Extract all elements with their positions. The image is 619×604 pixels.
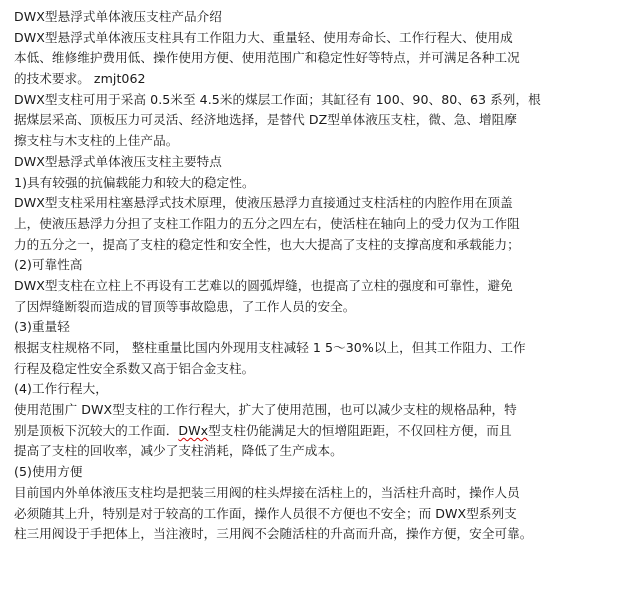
section-5-line: 必须随其上升，特别是对于较高的工作面，操作人员很不方便也不安全；而 DWX型系列支 [14,505,517,521]
section-1-line: 力的五分之一，提高了支柱的稳定性和安全性，也大大提高了支柱的支撑高度和承载能力； [14,236,520,252]
section-2-heading: (2)可靠性高 [14,257,83,273]
section-5-line: 柱三用阀设于手把体上，当注液时，三用阀不会随活柱的升高而升高，操作方便，安全可靠。 [14,526,533,542]
spellcheck-flag: DWx [178,422,209,438]
section-1-heading: 1)具有较强的抗偏载能力和较大的稳定性。 [14,174,255,190]
section-4-line-spellcheck: 别是顶板下沉较大的工作面．DWx型支柱仍能满足大的恒增阻距距，不仅回柱方便，而且 [14,422,512,438]
section-4-line: 提高了支柱的回收率，减少了支柱消耗，降低了生产成本。 [14,443,343,459]
section-3-heading: (3)重量轻 [14,319,70,335]
section-5-line: 目前国内外单体液压支柱均是把装三用阀的柱头焊接在活柱上的，当活柱升高时，操作人员 [14,484,520,500]
usage-line: 擦支柱与木支柱的上佳产品。 [14,133,179,149]
features-title: DWX型悬浮式单体液压支柱主要特点 [14,153,222,169]
section-1-line: DWX型支柱采用柱塞悬浮式技术原理，使液压悬浮力直接通过支柱活柱的内腔作用在顶盖 [14,195,513,211]
intro-line: DWX型悬浮式单体液压支柱具有工作阻力大、重量轻、使用寿命长、工作行程大、使用成 [14,29,513,45]
section-2-line: DWX型支柱在立柱上不再设有工艺难以的圆弧焊缝，也提高了立柱的强度和可靠性，避免 [14,277,513,293]
section-3-line: 行程及稳定性安全系数又高于铝合金支柱。 [14,360,255,376]
document-body [14,7,610,545]
section-1-line: 上，使液压悬浮力分担了支柱工作阻力的五分之四左右，使活柱在轴向上的受力仅为工作阻 [14,215,520,231]
usage-line: DWX型支柱可用于采高 0.5米至 4.5米的煤层工作面；其缸径有 100、90、80、63 系列，根 [14,91,541,107]
section-4-line: 使用范围广 DWX型支柱的工作行程大，扩大了使用范围，也可以减少支柱的规格品种，特 [14,402,517,418]
intro-line: 的技术要求。 zmjt062 [14,71,146,87]
section-2-line: 了因焊缝断裂而造成的冒顶等事故隐患，了工作人员的安全。 [14,298,356,314]
intro-line: 本低、维修维护费用低、操作使用方便、使用范围广和稳定性好等特点，并可满足各种工况 [14,50,520,66]
section-5-heading: (5)使用方便 [14,464,83,480]
section-4-heading: (4)工作行程大， [14,381,108,397]
usage-line: 据煤层采高、顶板压力可灵活、经济地选择，是替代 DZ型单体液压支柱，微、急、增阻摩 [14,112,517,128]
doc-title: DWX型悬浮式单体液压支柱产品介绍 [14,9,222,24]
section-3-line: 根据支柱规格不同， 整柱重量比国内外现用支柱减轻 1 5～30%以上，但其工作阻力、工作 [14,340,526,355]
